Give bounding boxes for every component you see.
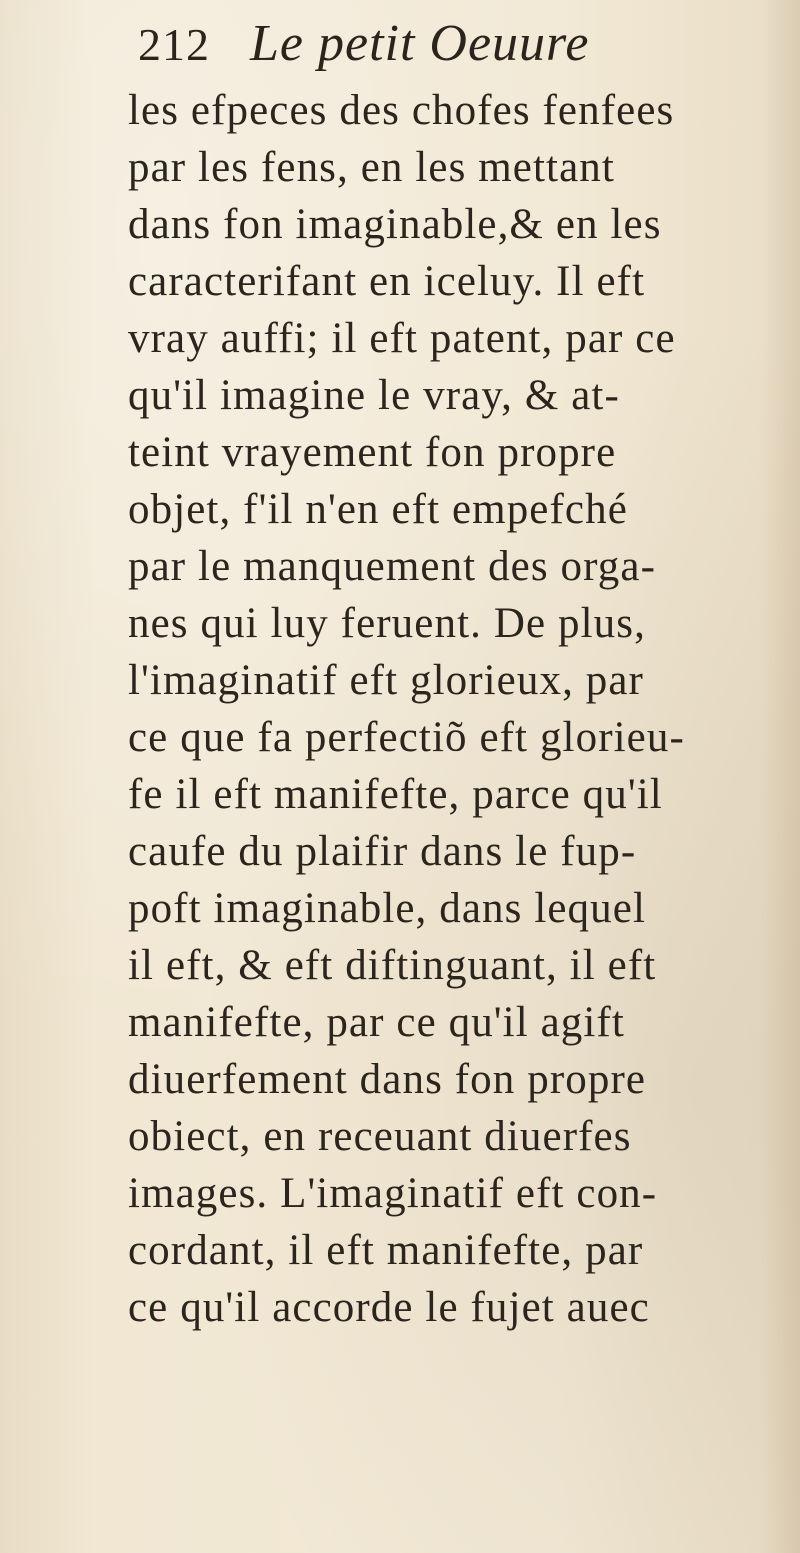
page-header <box>138 14 589 73</box>
text-line: il eft, & eft diftinguant, il eft <box>128 942 657 989</box>
text-line: images. L'imaginatif eft con- <box>128 1170 658 1217</box>
text-line: nes qui luy feruent. De plus, <box>128 600 646 647</box>
text-line: les efpeces des chofes fenfees <box>128 87 675 134</box>
text-line: vray auffi; il eft patent, par ce <box>128 315 676 362</box>
body-text <box>128 82 788 1336</box>
running-title: Le petit Oeuure <box>250 15 590 72</box>
text-line: qu'il imagine le vray, & at- <box>128 372 620 419</box>
text-line: manifefte, par ce qu'il agift <box>128 999 625 1046</box>
text-line: caracterifant en iceluy. Il eft <box>128 258 646 305</box>
text-line: par les fens, en les mettant <box>128 144 615 191</box>
text-line: caufe du plaifir dans le fup- <box>128 828 637 875</box>
text-line: l'imaginatif eft glorieux, par <box>128 657 644 704</box>
text-line: par le manquement des orga- <box>128 543 657 590</box>
text-line: cordant, il eft manifefte, par <box>128 1227 644 1274</box>
text-line: poft imaginable, dans lequel <box>128 885 646 932</box>
text-line: ce qu'il accorde le fujet auec <box>128 1284 650 1331</box>
page-number: 212 <box>138 19 210 70</box>
text-line: dans fon imaginable,& en les <box>128 201 662 248</box>
text-line: objet, f'il n'en eft empefché <box>128 486 628 533</box>
text-line: diuerfement dans fon propre <box>128 1056 647 1103</box>
text-line: ce que fa perfectiõ eft glorieu- <box>128 714 685 761</box>
text-line: fe il eft manifefte, parce qu'il <box>128 771 663 818</box>
text-line: teint vrayement fon propre <box>128 429 617 476</box>
text-line: obiect, en receuant diuerfes <box>128 1113 632 1160</box>
